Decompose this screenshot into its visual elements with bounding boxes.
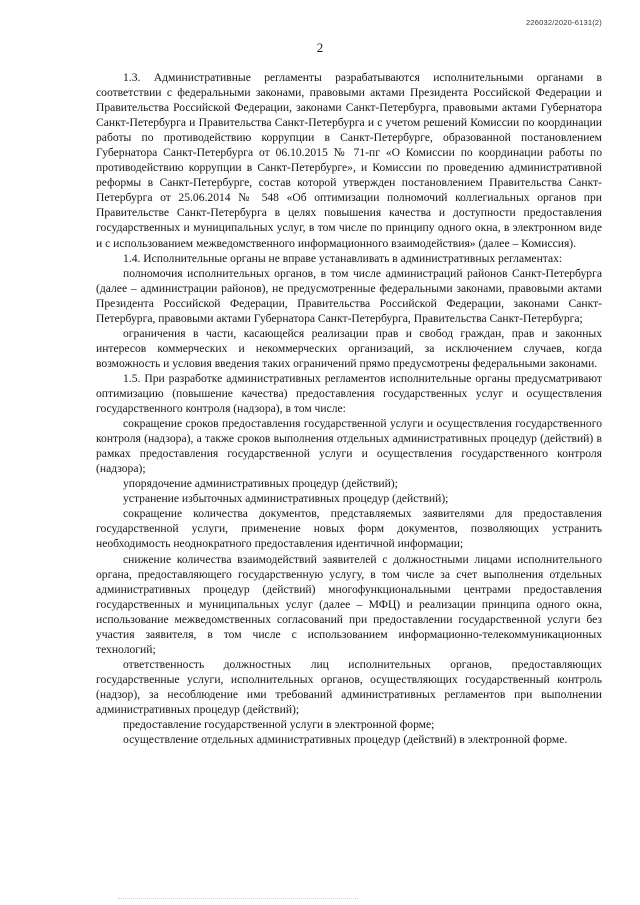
page-number: 2 xyxy=(316,40,324,55)
list-item-powers: полномочия исполнительных органов, в том числе администраций районов Санкт-Петербурга (далее – администрации районов), не предусмотренные федеральными законами, правовыми актами Президента Российской Федерации, Правительства Российской Федерации, законами Санкт-Петербурга, правовыми актами Губернатора Санкт-Петербурга, Правительства Санкт-Петербурга; xyxy=(96,266,602,325)
footer-scan-artifact xyxy=(118,898,358,902)
document-registration-number: 226032/2020-6131(2) xyxy=(526,18,602,27)
document-body xyxy=(96,70,602,747)
paragraph-1-5: 1.5. При разработке административных регламентов исполнительные органы предусматривают оптимизацию (повышение качества) предоставления государственных услуг и осуществления государственного контроля (надзора), в том числе: xyxy=(96,371,602,416)
list-item-interactions-reduction: снижение количества взаимодействий заявителей с должностными лицами исполнительного органа, предоставляющего государственную услугу, в том числе за счет выполнения отдельных административных процедур (действий) многофункциональными центрами предоставления государственных и муниципальных услуг (далее – МФЦ) и реализации принципа одного окна, использование межведомственных согласований при предоставлении государственной услуги без участия заявителя, в том числе с использованием информационно-телекоммуникационных технологий; xyxy=(96,552,602,656)
list-item-responsibility: ответственность должностных лиц исполнительных органов, предоставляющих государственные услуги, исполнительных органов, осуществляющих государственный контроль (надзор), за несоблюдение ими требований административных регламентов при выполнении административных процедур (действий); xyxy=(96,657,602,716)
list-item-ordering: упорядочение административных процедур (действий); xyxy=(123,477,398,491)
list-item-documents-reduction: сокращение количества документов, представляемых заявителями для предоставления государственной услуги, применение новых форм документов, позволяющих устранить необходимость неоднократного предоставления идентичной информации; xyxy=(96,507,602,551)
list-item-restrictions: ограничения в части, касающейся реализации прав и свобод граждан, прав и законных интересов коммерческих и некоммерческих организаций, за исключением случаев, когда возможность и условия введения таких ограничений прямо предусмотрены федеральными законами. xyxy=(96,326,602,370)
paragraph-1-4: 1.4. Исполнительные органы не вправе устанавливать в административных регламентах: xyxy=(123,251,563,265)
list-item-electronic-procedures: осуществление отдельных административных процедур (действий) в электронной форме. xyxy=(123,733,568,747)
list-item-elimination: устранение избыточных административных процедур (действий); xyxy=(123,492,449,506)
paragraph-1-3: 1.3. Административные регламенты разрабатываются исполнительными органами в соответствии с федеральными законами, правовыми актами Президента Российской Федерации и Правительства Российской Федерации, законами Санкт-Петербурга, правовыми актами Губернатора Санкт-Петербурга и Правительства Санкт-Петербурга и с учетом решений Комиссии по координации работы по противодействию коррупции в Санкт-Петербурге, образованной постановлением Губернатора Санкт-Петербурга от 06.10.2015 № 71-пг «О Комиссии по координации работы по противодействию коррупции в Санкт-Петербурге», и Комиссии по проведению административной реформы в Санкт-Петербурге, состав которой утвержден постановлением Правительства Санкт-Петербурга от 25.06.2014 № 548 «Об оптимизации полномочий коллегиальных органов при Правительстве Санкт-Петербурга в целях повышения качества и доступности предоставления государственных и муниципальных услуг, в том числе по принципу одного окна, в электронном виде и с использованием межведомственного информационного взаимодействия» (далее – Комиссия). xyxy=(96,71,602,250)
list-item-electronic-service: предоставление государственной услуги в электронной форме; xyxy=(123,718,435,732)
list-item-term-reduction: сокращение сроков предоставления государственной услуги и осуществления государственного контроля (надзора), а также сроков выполнения отдельных административных процедур (действий) в рамках предоставления государственной услуги и осуществления государственного контроля (надзора); xyxy=(96,417,602,476)
